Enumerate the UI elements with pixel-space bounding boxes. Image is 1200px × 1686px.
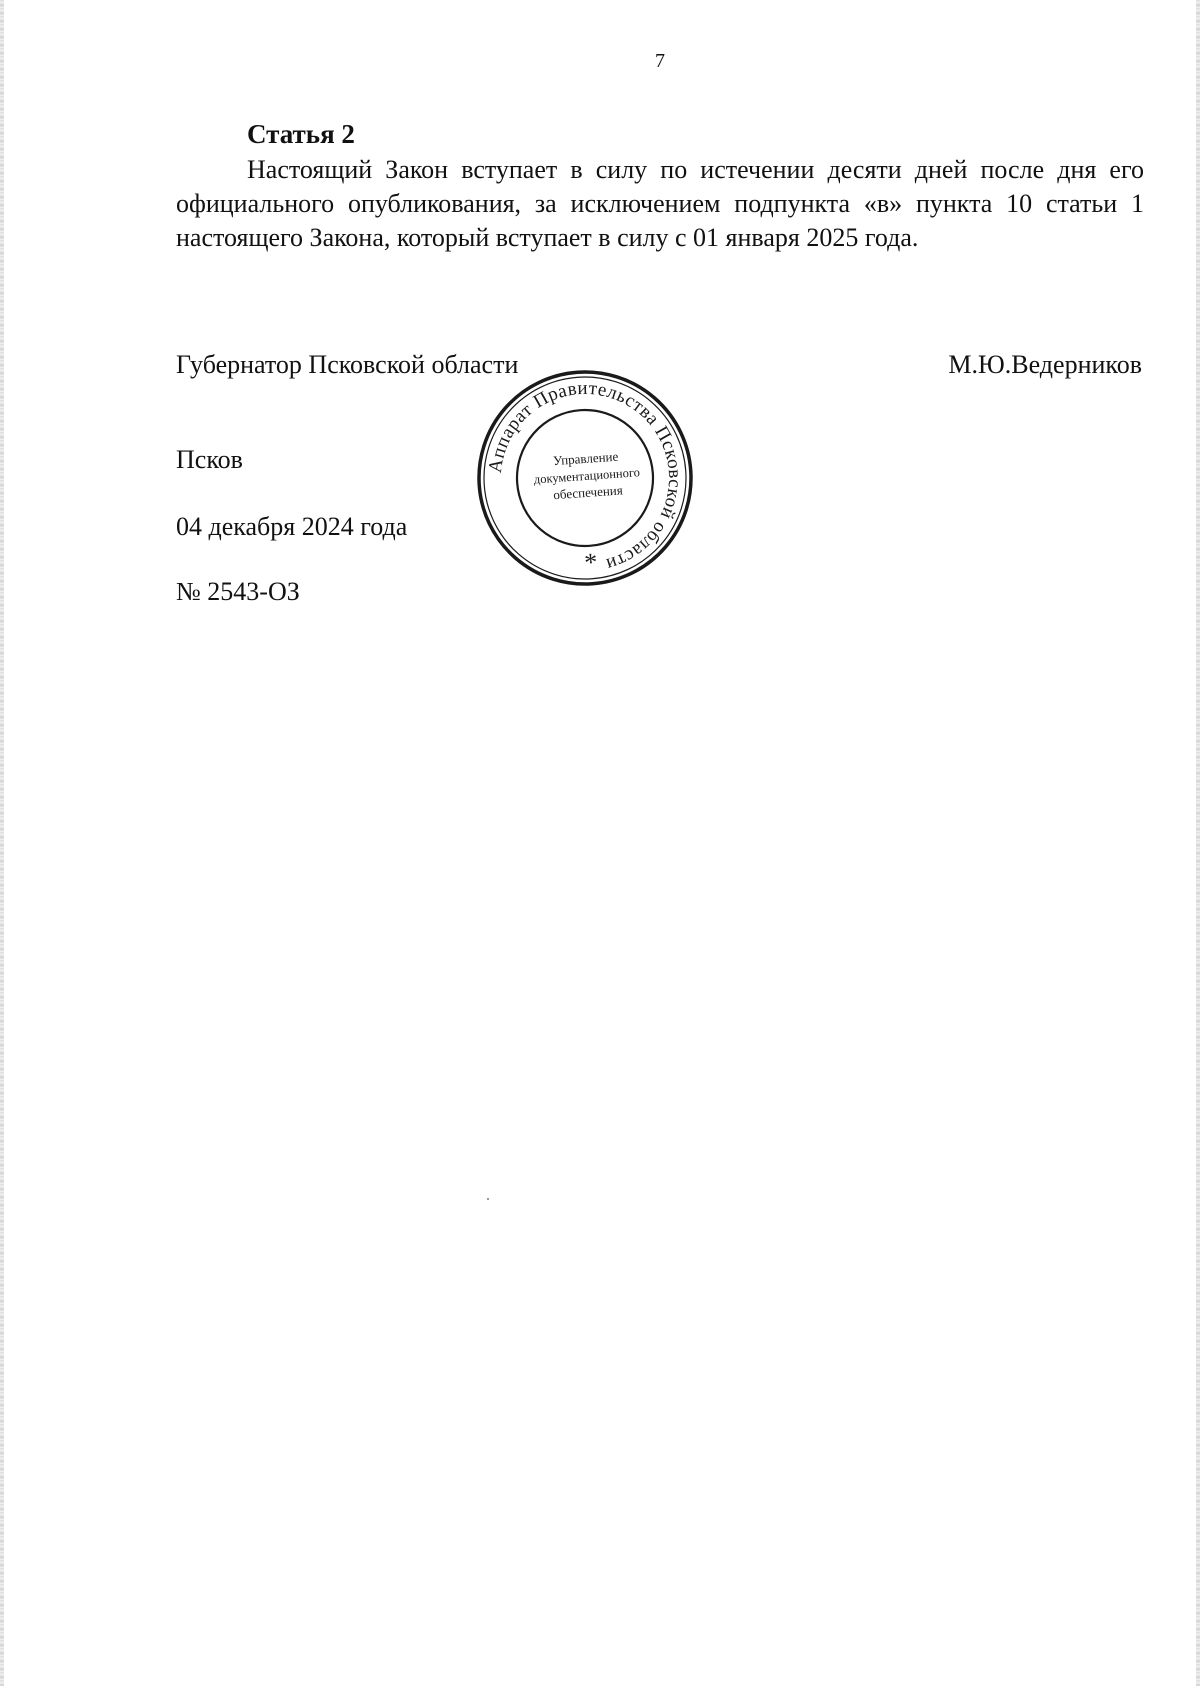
document-number: № 2543-ОЗ bbox=[176, 577, 300, 606]
document-date: 04 декабря 2024 года bbox=[176, 512, 408, 541]
scan-edge-left bbox=[0, 0, 4, 1686]
seal-star: * bbox=[583, 547, 599, 578]
signer-name: М.Ю.Ведерников bbox=[948, 350, 1142, 379]
seal-inner-line-2: документационного bbox=[533, 465, 641, 487]
signer-title: Губернатор Псковской области bbox=[176, 350, 519, 379]
seal-outer-text: Аппарат Правительства Псковской области bbox=[484, 377, 686, 576]
scan-speck bbox=[487, 1198, 489, 1200]
page-number: 7 bbox=[655, 50, 665, 72]
scan-edge-right bbox=[1196, 0, 1200, 1686]
article-title: Статья 2 bbox=[247, 119, 355, 149]
seal-inner-line-3: обеспечения bbox=[552, 482, 624, 503]
seal-inner-line-1: Управление bbox=[552, 448, 619, 469]
seal-graphic bbox=[468, 361, 703, 596]
official-seal bbox=[468, 361, 703, 596]
article-body: Настоящий Закон вступает в силу по истечении десяти дней после дня его официального опубликования, за исключением подпункта «в» пункта 10 статьи 1 настоящего Закона, который вступает в силу с 01 января 2025 года. bbox=[176, 155, 1144, 252]
document-place: Псков bbox=[176, 445, 243, 474]
